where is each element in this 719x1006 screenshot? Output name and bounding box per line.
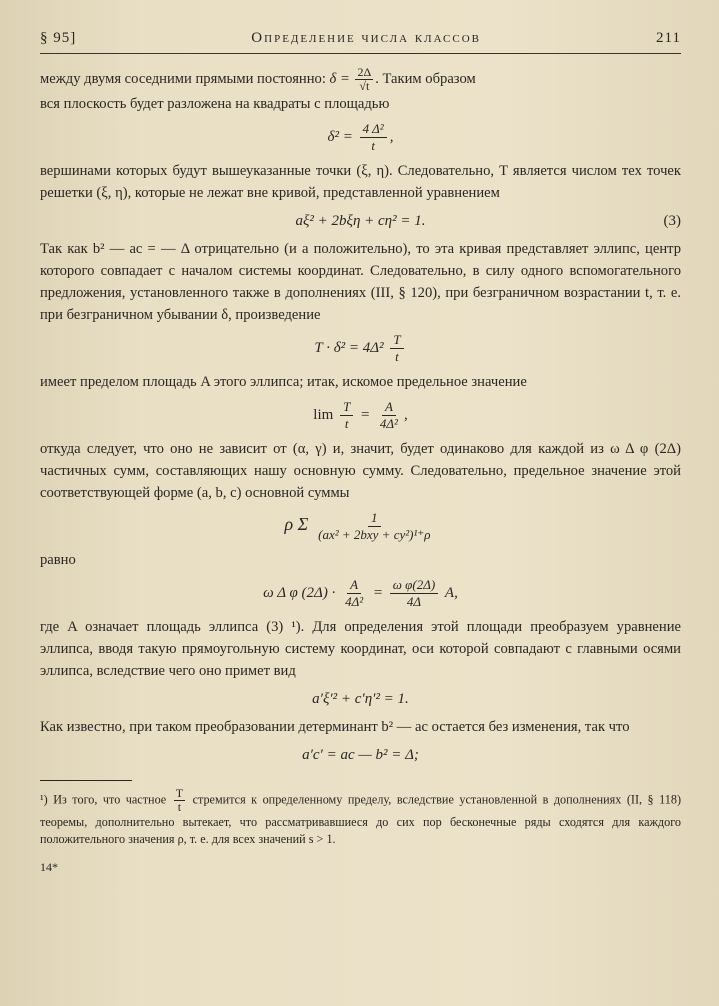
text: . Таким образом <box>375 70 476 87</box>
footnote <box>40 787 681 848</box>
running-title: Определение числа классов <box>251 30 481 46</box>
formula: δ² = <box>327 128 353 145</box>
formula: T · δ² = 4Δ² <box>314 339 384 356</box>
numerator: T <box>340 399 353 416</box>
fraction <box>340 399 353 432</box>
numerator: 2Δ <box>357 65 372 79</box>
fraction <box>315 510 433 543</box>
running-header <box>40 30 681 54</box>
paragraph: откуда следует, что оно не зависит от (α, γ) и, значит, будет одинаково для каждой из ω Δ φ (2Δ) частичных сумм, составляющих нашу основную сумму. Следовательно, предельное значение этой соответствующей форме (a, b, c) основной суммы <box>40 441 681 501</box>
paragraph: Как известно, при таком преобразовании детерминант b² — ac остается без изменения, так что <box>40 719 630 735</box>
formula: , <box>403 406 408 423</box>
formula: ω Δ φ (2Δ) · <box>263 584 336 601</box>
formula: δ = <box>329 70 350 87</box>
numerator: T <box>390 332 403 349</box>
footnote-text: ¹) Из того, что частное <box>40 792 167 807</box>
equation <box>40 510 681 543</box>
section-label: § 95] <box>40 30 77 46</box>
denominator: t <box>371 138 375 153</box>
formula: = <box>360 406 371 423</box>
equation <box>40 688 681 710</box>
denominator: t <box>177 800 182 814</box>
page-number: 211 <box>656 30 681 46</box>
formula: a′c′ = ac — b² = Δ; <box>302 747 419 763</box>
fraction <box>174 787 185 814</box>
signature-mark: 14* <box>40 860 58 874</box>
formula: ρ Σ <box>284 513 309 534</box>
numerator: A <box>347 577 361 594</box>
numerator: T <box>175 786 184 800</box>
denominator: t <box>395 349 399 364</box>
numerator: 1 <box>368 510 381 527</box>
paragraph: имеет пределом площадь A этого эллипса; итак, искомое предельное значение <box>40 374 527 390</box>
fraction <box>360 121 387 154</box>
formula: , <box>389 128 394 145</box>
equation-number: (3) <box>663 213 681 229</box>
denominator: 4Δ² <box>345 594 364 609</box>
equation <box>40 577 681 610</box>
denominator: 4Δ² <box>379 416 398 431</box>
fraction <box>342 577 366 610</box>
equation <box>40 121 681 154</box>
paragraph: вершинами которых будут вышеуказанные точки (ξ, η). Следовательно, T является числом тех точек решетки (ξ, η), которые не лежат вне кривой, представленной уравнением <box>40 163 681 201</box>
formula: A, <box>444 584 458 601</box>
footnote-divider <box>40 780 132 781</box>
paragraph: вся плоскость будет разложена на квадраты с площадью <box>40 96 390 112</box>
denominator: 4Δ <box>406 594 422 609</box>
denominator: t <box>344 416 349 431</box>
paragraph: Так как b² — ac = — Δ отрицательно (и a положительно), то эта кривая представляет эллипс, центр которого совпадает с началом системы координат. Следовательно, в силу одного вспомогательного предложения, установленного также в дополнениях (III, § 120), при безграничном возрастании t, т. е. при безграничном убывании δ, произведение <box>40 241 681 323</box>
paragraph: где A означает площадь эллипса (3) ¹). Для определения этой площади преобразуем уравнение эллипса, вводя такую прямоугольную систему координат, оси которой совпадают с главными осями эллипса, вследствие чего оно примет вид <box>40 619 681 679</box>
equation <box>40 744 681 766</box>
equation <box>40 399 681 432</box>
fraction <box>390 332 403 365</box>
equation <box>40 332 681 365</box>
footnote-text: стремится к определенному пределу, вследствие установленной в дополнениях (II, § 118) теоремы, дополнительно вытекает, что рассматривавшиеся до сих пор бесконечные ряды сходятся для каждого положительного значения ρ, т. е. для всех значений s > 1. <box>40 792 682 846</box>
text: между двумя соседними прямыми постоянно: <box>40 70 326 87</box>
denominator: (ax² + 2bxy + cy²)¹⁺ρ <box>318 527 431 542</box>
numerator: 4 Δ² <box>360 121 387 138</box>
paragraph <box>40 66 681 93</box>
formula: aξ² + 2bξη + cη² = 1. <box>295 213 426 229</box>
equation-3 <box>40 210 681 232</box>
paragraph: равно <box>40 552 76 568</box>
numerator: ω φ(2Δ) <box>390 577 438 594</box>
formula: = <box>372 584 383 601</box>
denominator: √t <box>359 79 370 93</box>
formula: a′ξ′² + c′η′² = 1. <box>312 691 409 707</box>
numerator: A <box>382 399 396 416</box>
fraction <box>377 399 401 432</box>
fraction <box>355 66 373 93</box>
fraction <box>390 577 438 610</box>
formula: lim <box>313 406 334 423</box>
